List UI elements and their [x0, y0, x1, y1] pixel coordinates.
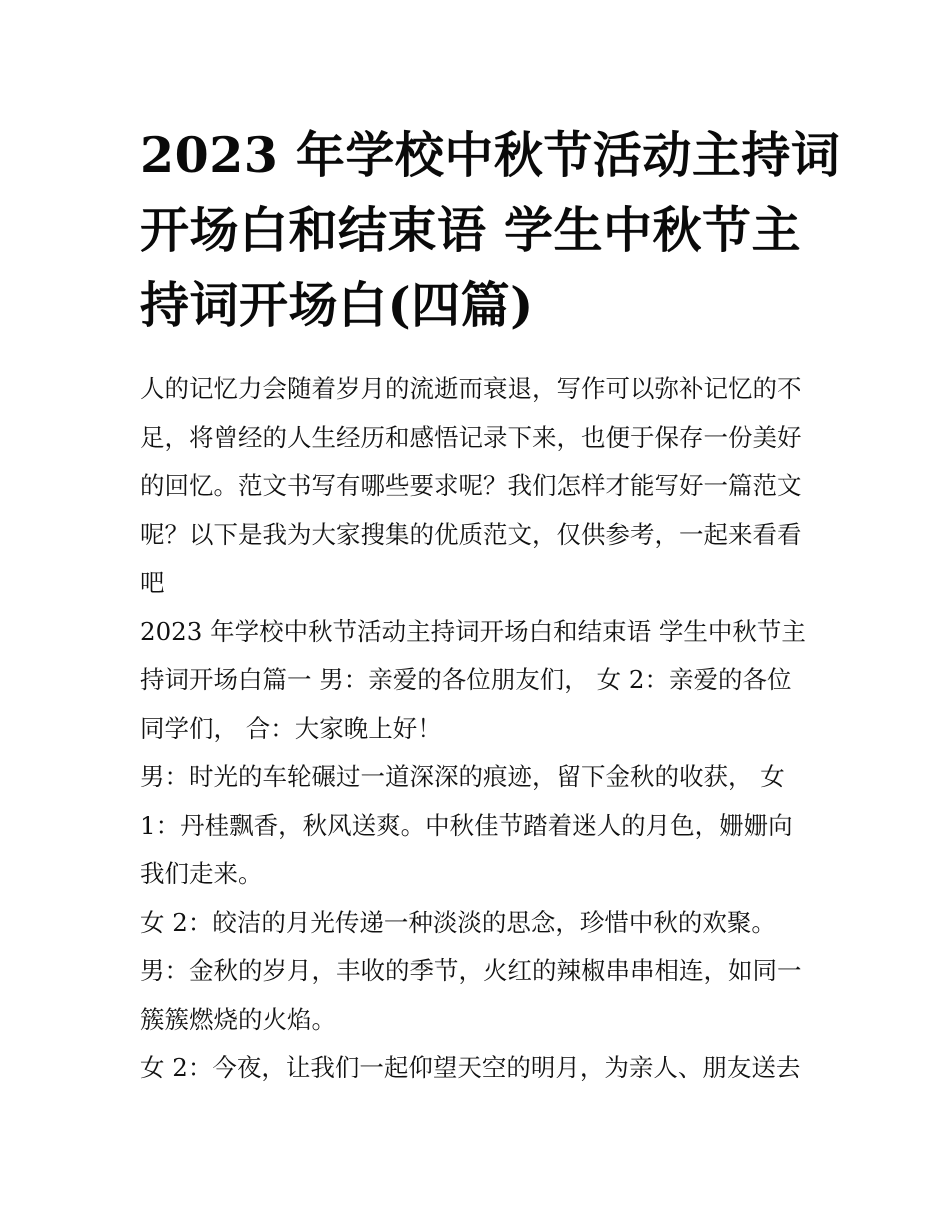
text-line: 的回忆。范文书写有哪些要求呢？我们怎样才能写好一篇范文: [140, 471, 802, 500]
text-line: 男：金秋的岁月，丰收的季节，火红的辣椒串串相连，如同一: [140, 956, 802, 985]
title-line: 持词开场白(四篇): [140, 276, 534, 334]
dialogue-paragraph: [140, 899, 820, 948]
text-line: 人的记忆力会随着岁月的流逝而衰退，写作可以弥补记忆的不: [140, 374, 802, 403]
dialogue-paragraph: [140, 947, 820, 1044]
dialogue-paragraph: [140, 753, 820, 899]
document-body: [140, 365, 820, 1093]
text-line: 同学们， 合：大家晚上好！: [140, 713, 442, 743]
text-line: 吧: [140, 568, 165, 597]
text-line: 持词开场白篇一 男：亲爱的各位朋友们， 女 2：亲爱的各位: [140, 665, 792, 694]
text-line: 我们走来。: [140, 859, 263, 888]
intro-paragraph: [140, 365, 820, 608]
document-title: [140, 118, 841, 343]
text-line: 2023 年学校中秋节活动主持词开场白和结束语 学生中秋节主: [140, 616, 806, 646]
document-page: [140, 118, 841, 1093]
section-heading-paragraph: [140, 608, 820, 754]
text-line: 足，将曾经的人生经历和感悟记录下来，也便于保存一份美好: [140, 422, 802, 452]
text-line: 1：丹桂飘香，秋风送爽。中秋佳节踏着迷人的月色，姗姗向: [140, 810, 793, 840]
text-line: 女 2：今夜，让我们一起仰望天空的明月，为亲人、朋友送去: [140, 1053, 801, 1082]
title-line: 开场白和结束语 学生中秋节主: [140, 201, 802, 259]
text-line: 男：时光的车轮碾过一道深深的痕迹，留下金秋的收获， 女: [140, 762, 785, 791]
text-line: 簇簇燃烧的火焰。: [140, 1004, 336, 1034]
dialogue-paragraph: [140, 1044, 820, 1093]
text-line: 呢？以下是我为大家搜集的优质范文，仅供参考，一起来看看: [140, 519, 802, 549]
text-line: 女 2：皎洁的月光传递一种淡淡的思念，珍惜中秋的欢聚。: [140, 907, 776, 937]
title-line: 2023 年学校中秋节活动主持词: [140, 126, 841, 184]
